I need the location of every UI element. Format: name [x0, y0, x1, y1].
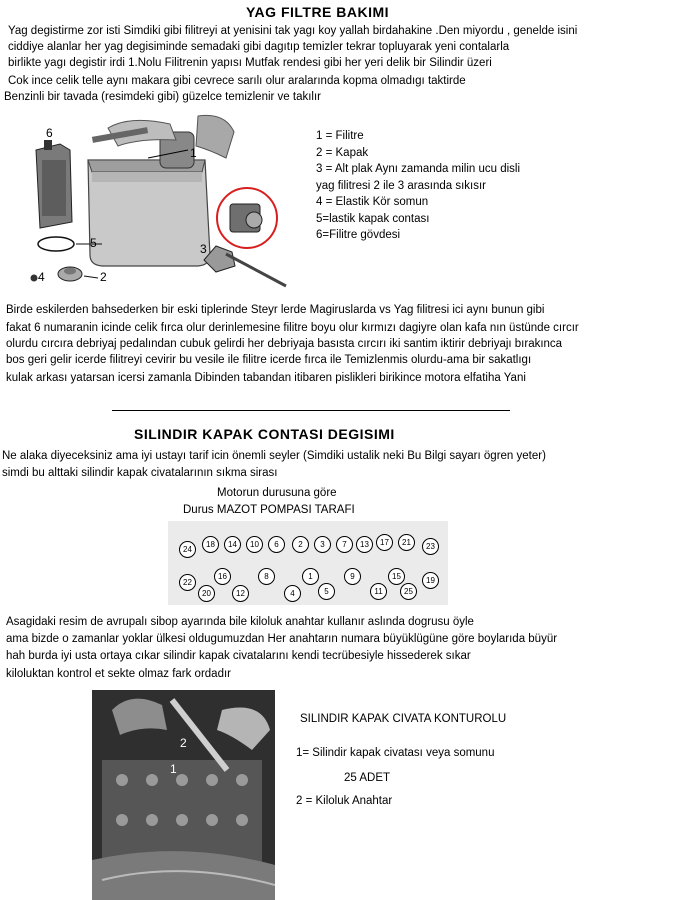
- figure-label-4: 4: [38, 270, 45, 284]
- bolt-marker: 11: [370, 583, 387, 600]
- section2-title: SILINDIR KAPAK CONTASI DEGISIMI: [134, 426, 395, 442]
- bolt-marker: 18: [202, 536, 219, 553]
- legend-item: 2 = Kapak: [316, 146, 369, 159]
- body-line: kiloluktan kontrol et sekte olmaz fark ordadır: [6, 668, 231, 680]
- pump-side-label: Durus MAZOT POMPASI TARAFI: [183, 504, 355, 516]
- bolt-marker: 14: [224, 536, 241, 553]
- legend-item: 6=Filitre gövdesi: [316, 229, 401, 241]
- intro-line: Cok ince celik telle aynı makara gibi cevrece sarılı olur aralarında kopma olmadıgı taktirde: [8, 75, 466, 87]
- bolt-marker: 1: [302, 568, 319, 585]
- bolt-sequence-diagram: [168, 521, 448, 605]
- intro-line: Benzinli bir tavada (resimdeki gibi) güzelce temizlenir ve takılır: [4, 91, 322, 103]
- bolt-marker: 8: [258, 568, 275, 585]
- bolt-marker: 20: [198, 585, 215, 602]
- bolt-marker: 2: [292, 536, 309, 553]
- outro-line: kulak arkası yatarsan icersi zamanla Dibinden tabandan itibaren pislikleri birikince motora elfatiha Yani: [6, 372, 526, 384]
- figure-label-6: 6: [46, 126, 53, 140]
- bolt-legend-title: SILINDIR KAPAK CIVATA KONTUROLU: [300, 713, 507, 725]
- bolt-marker: 4: [284, 585, 301, 602]
- bolt-marker: 9: [344, 568, 361, 585]
- figure-label-5: 5: [90, 236, 97, 250]
- body-line: Asagidaki resim de avrupalı sibop ayarında bile kiloluk anahtar kullanır aslında dogrusu öyle: [6, 616, 474, 628]
- bolt-marker: 25: [400, 583, 417, 600]
- engine-label-1: 1: [170, 762, 177, 776]
- bolt-marker: 13: [356, 536, 373, 553]
- oil-filter-figure: [20, 110, 302, 290]
- bolt-marker: 15: [388, 568, 405, 585]
- figure-label-3: 3: [200, 242, 207, 256]
- bolt-marker: 16: [214, 568, 231, 585]
- outro-line: olurdu cırcıra debriyaj pedalından cubuk gelirdi her debriyaja basısta cırcırı iki santim iktirir debriyajı bırakınca: [6, 338, 563, 350]
- legend-item: 5=lastik kapak contası: [316, 212, 430, 225]
- bolt-marker: 17: [376, 534, 393, 551]
- bolt-marker: 24: [179, 541, 196, 558]
- bolt-marker: 19: [422, 572, 439, 589]
- bolt-marker: 22: [179, 574, 196, 591]
- legend-item: yag filitresi 2 ile 3 arasında sıkısır: [316, 179, 487, 192]
- bolt-legend-line: 2 = Kiloluk Anahtar: [296, 795, 393, 807]
- section-divider: [112, 410, 510, 411]
- legend-item: 1 = Filitre: [316, 130, 364, 142]
- engine-photo: [92, 690, 275, 900]
- section2-intro-line: Ne alaka diyeceksiniz ama iyi ustayı tarif icin önemli seyler (Simdiki ustalik neki Bu Bilgi sayarı ögren yeter): [2, 450, 546, 462]
- bolt-marker: 21: [398, 534, 415, 551]
- outro-line: Birde eskilerden bahsederken bir eski tiplerinde Steyr lerde Magiruslarda vs Yag filitresi ici aynı bunun gibi: [6, 304, 545, 316]
- bolt-marker: 3: [314, 536, 331, 553]
- intro-line: ciddiye alanlar her yag degisiminde semadaki gibi dagıtıp temizler tekrar topluyarak yeni contalarla: [8, 41, 510, 53]
- bolt-marker: 12: [232, 585, 249, 602]
- section2-intro-line: simdi bu alttaki silindir kapak civatalarının sıkma sirası: [2, 467, 278, 479]
- body-line: ama bizde o zamanlar yoklar ülkesi oldugumuzdan Her anahtarın numara büyüklügüne göre boylarıda büyür: [6, 633, 558, 645]
- outro-line: fakat 6 numaranin icinde celik fırca olur derinlemesine filitre boyu olur kırmızı dagiyre olan kafa nın üstünde cırcır: [6, 322, 579, 334]
- figure-label-1: 1: [190, 146, 197, 160]
- legend-item: 3 = Alt plak Aynı zamanda milin ucu disli: [316, 163, 521, 175]
- bolt-marker: 7: [336, 536, 353, 553]
- engine-label-2: 2: [180, 736, 187, 750]
- figure-label-2: 2: [100, 270, 107, 284]
- filter-legend: [316, 128, 520, 244]
- bolt-marker: 6: [268, 536, 285, 553]
- body-line: hah burda iyi usta ortaya cıkar silindir kapak civatalarını kendi tecrübesiyle hissederek sıkar: [6, 650, 471, 662]
- intro-line: birlikte yagı degistir irdi 1.Nolu Filitrenin yapısı Mutfak rendesi gibi her yeri delik bir Silindir üzeri: [8, 57, 492, 69]
- bolt-legend-line: 1= Silindir kapak civatası veya somunu: [296, 747, 495, 759]
- bolt-marker: 23: [422, 538, 439, 555]
- section1-title: YAG FILTRE BAKIMI: [246, 4, 390, 20]
- engine-illustration: [92, 690, 275, 900]
- outro-line: bos geri gelir icerde filitreyi cevirir bu vesile ile filitre icerde fırca ile Temizlenmis olurdu-ama bir sakatlıgı: [6, 354, 532, 366]
- bolt-count: 25 ADET: [344, 772, 391, 784]
- legend-item: 4 = Elastik Kör somun: [316, 196, 429, 208]
- oil-filter-illustration: [20, 110, 302, 290]
- engine-orientation-note: Motorun durusuna göre: [217, 487, 337, 499]
- intro-line: Yag degistirme zor isti Simdiki gibi filitreyi at yenisini tak yagı koy yallah birdahakine .Den miyordu , genelde isini: [8, 25, 578, 37]
- bolt-marker: 5: [318, 583, 335, 600]
- bolt-marker: 10: [246, 536, 263, 553]
